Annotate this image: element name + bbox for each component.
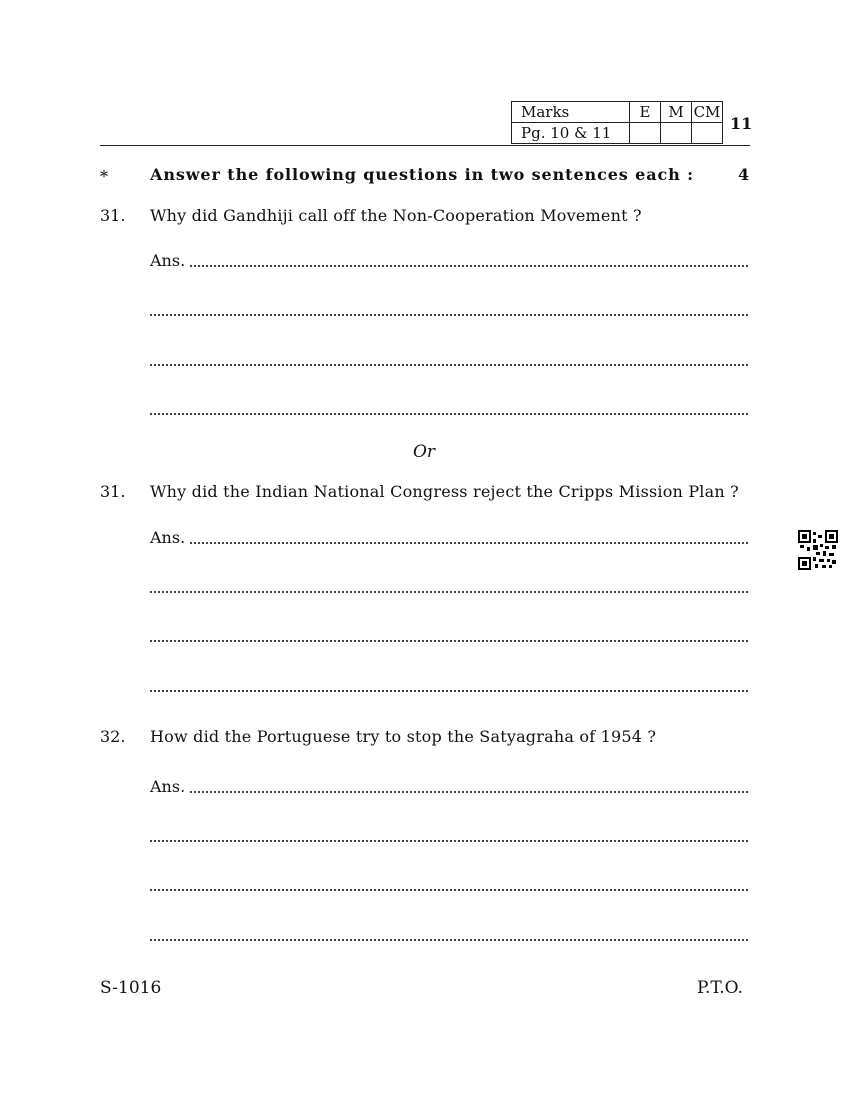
question-text: Why did the Indian National Congress reject the Cripps Mission Plan ?	[150, 482, 739, 501]
marks-cell-m	[661, 123, 692, 144]
qr-code-icon	[798, 530, 838, 570]
marks-label: Marks	[512, 102, 630, 123]
answer-line[interactable]	[150, 413, 748, 415]
header-divider	[100, 145, 750, 146]
answer-line[interactable]	[150, 640, 748, 642]
paper-code: S-1016	[100, 978, 162, 998]
answer-line[interactable]	[150, 591, 748, 593]
page-number: 11	[730, 114, 753, 133]
answer-line[interactable]	[150, 889, 748, 891]
answer-label: Ans.	[150, 528, 186, 547]
marks-col-cm: CM	[692, 102, 723, 123]
answer-line[interactable]	[150, 939, 748, 941]
question-number: 31.	[100, 482, 126, 501]
section-marks: 4	[738, 165, 750, 184]
pto-label: P.T.O.	[697, 978, 743, 998]
answer-line[interactable]	[150, 364, 748, 366]
marks-table	[511, 101, 723, 144]
question-text: How did the Portuguese try to stop the Satyagraha of 1954 ?	[150, 727, 657, 746]
marks-col-e: E	[630, 102, 661, 123]
answer-line[interactable]	[190, 791, 748, 793]
answer-label: Ans.	[150, 251, 186, 270]
marks-cell-e	[630, 123, 661, 144]
or-separator: Or	[413, 442, 436, 462]
marks-pages: Pg. 10 & 11	[512, 123, 630, 144]
answer-line[interactable]	[150, 840, 748, 842]
answer-label: Ans.	[150, 777, 186, 796]
question-text: Why did Gandhiji call off the Non-Cooperation Movement ?	[150, 206, 642, 225]
marks-col-m: M	[661, 102, 692, 123]
section-heading: Answer the following questions in two sentences each :	[150, 165, 694, 184]
section-star: *	[100, 167, 108, 186]
marks-cell-cm	[692, 123, 723, 144]
question-number: 32.	[100, 727, 126, 746]
question-number: 31.	[100, 206, 126, 225]
answer-line[interactable]	[150, 314, 748, 316]
answer-line[interactable]	[190, 265, 748, 267]
answer-line[interactable]	[150, 690, 748, 692]
answer-line[interactable]	[190, 542, 748, 544]
